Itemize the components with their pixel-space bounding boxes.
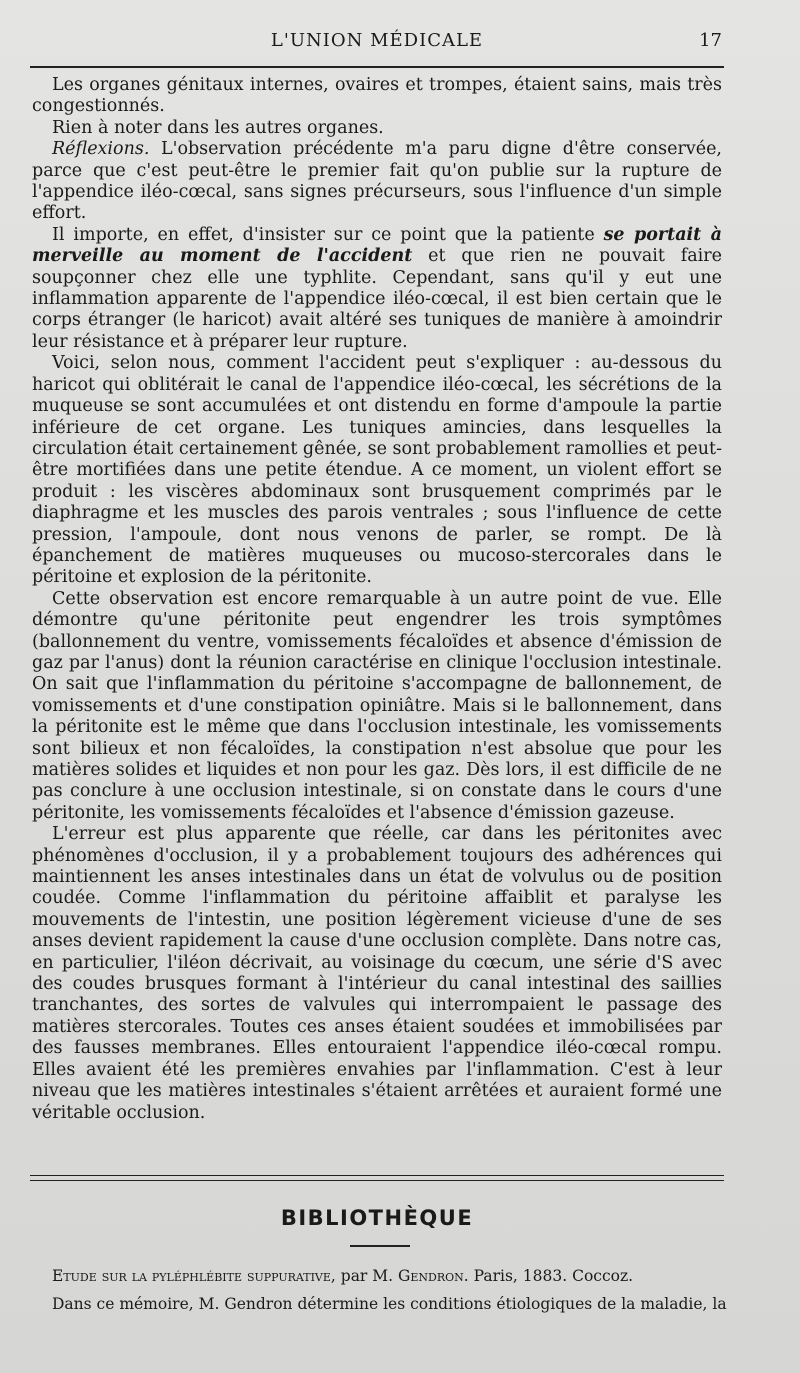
body-paragraph: [32, 118, 722, 139]
journal-title: L'UNION MÉDICALE: [270, 30, 484, 51]
section-divider-top: [30, 1175, 724, 1176]
body-paragraph: [32, 353, 722, 588]
paragraph-text: et que rien ne pouvait faire soupçonner chez elle une typhlite. Cependant, sans qu'il y eut une inflammation apparente de l'appendice iléo-cœcal, il est bien certain que le corps étranger (le haricot) avait altéré ses tuniques de manière à amoindrir leur résistance et à préparer leur rupture.: [32, 246, 722, 352]
paragraph-text: L'erreur est plus apparente que réelle, car dans les péritonites avec phénomènes d'occlusion, il y a probablement toujours des adhérences qui maintiennent les anses intestinales dans un état de volvulus ou de position coudée. Comme l'inflammation du péritoine affaiblit et paralyse les mouvements de l'intestin, une position légèrement vicieuse d'une de ses anses devient rapidement la cause d'une occlusion complète. Dans notre cas, en particulier, l'iléon décrivait, au voisinage du cœcum, une série d'S avec des coudes brusques formant à l'intérieur du canal intestinal des saillies tranchantes, des sortes de valvules qui interrompaient le passage des matières stercorales. Toutes ces anses étaient soudées et immobilisées par des fausses membranes. Elles entouraient l'appendice iléo-cœcal rompu. Elles avaient été les premières envahies par l'inflammation. C'est à leur niveau que les matières intestinales s'étaient arrêtées et auraient formé une véritable occlusion.: [32, 824, 722, 1123]
citation-author: Gendron: [398, 1267, 464, 1285]
section-divider-bottom: [30, 1180, 724, 1181]
paragraph-text: Rien à noter dans les autres organes.: [52, 117, 384, 138]
paragraph-text: Cette observation est encore remarquable à un autre point de vue. Elle démontre qu'une péritonite peut engendrer les trois symptômes (ballonnement du ventre, vomissements fécaloïdes et absence d'émission de gaz par l'anus) dont la réunion caractérise en clinique l'occlusion intestinale. On sait que l'inflammation du péritoine s'accompagne de ballonnement, de vomissements et d'une constipation opiniâtre. Mais si le ballonnement, dans la péritonite est le même que dans l'occlusion intestinale, les vomissements sont bilieux et non fécaloïdes, la constipation n'est absolue que pour les matières solides et liquides et non pour les gaz. Dès lors, il est difficile de ne pas conclure à une occlusion intestinale, si on constate dans le cours d'une péritonite, les vomissements fécaloïdes et l'absence d'émission gazeuse.: [32, 588, 722, 823]
body-paragraph: [32, 589, 722, 824]
page-number: 17: [699, 30, 722, 51]
paragraph-text: Les organes génitaux internes, ovaires et trompes, étaient sains, mais très congestionnés.: [32, 75, 722, 117]
body-paragraph: [32, 824, 722, 1124]
paragraph-text: Voici, selon nous, comment l'accident peut s'expliquer : au-dessous du haricot qui oblitérait le canal de l'appendice iléo-cœcal, les sécrétions de la muqueuse se sont accumulées et ont distendu en forme d'ampoule la partie inférieure de cet organe. Les tuniques amincies, dans lesquelles la circulation était certainement gênée, se sont probablement ramollies et peut-être mortifiées dans une petite étendue. A ce moment, un violent effort se produit : les viscères abdominaux sont brusquement comprimés par le diaphragme et les muscles des parois ventrales ; sous l'influence de cette pression, l'ampoule, dont nous venons de parler, se rompt. De là épanchement de matières muqueuses ou mucoso-stercorales dans le péritoine et explosion de la péritonite.: [32, 353, 722, 588]
emphasis-text: Réflexions.: [52, 139, 150, 160]
body-paragraph: [32, 75, 722, 118]
article-body: [32, 75, 722, 1124]
bibliography-text: Dans ce mémoire, M. Gendron détermine les conditions étiologiques de la maladie, la: [52, 1295, 727, 1313]
citation-title: Etude sur la pyléphlébite suppurative,: [52, 1267, 336, 1285]
citation: [32, 1262, 732, 1290]
body-paragraph: [32, 139, 722, 225]
section-title: BIBLIOTHÈQUE: [280, 1206, 474, 1230]
paragraph-text: Il importe, en effet, d'insister sur ce point que la patiente: [52, 224, 604, 245]
bibliography: [32, 1262, 732, 1318]
section-title-rule: [350, 1245, 410, 1247]
running-header: [32, 30, 722, 58]
header-rule: [30, 66, 724, 68]
emphasis-text: se portait à merveille au moment de l'accident: [32, 224, 723, 267]
citation-details: . Paris, 1883. Coccoz.: [463, 1267, 634, 1285]
citation-by: par M.: [335, 1267, 398, 1285]
paragraph-text: L'observation précédente m'a paru digne d'être conservée, parce que c'est peut-être le premier fait qu'on publie sur la rupture de l'appendice iléo-cœcal, sans signes précurseurs, sous l'influence d'un simple effort.: [32, 139, 722, 224]
body-paragraph: [32, 225, 722, 353]
